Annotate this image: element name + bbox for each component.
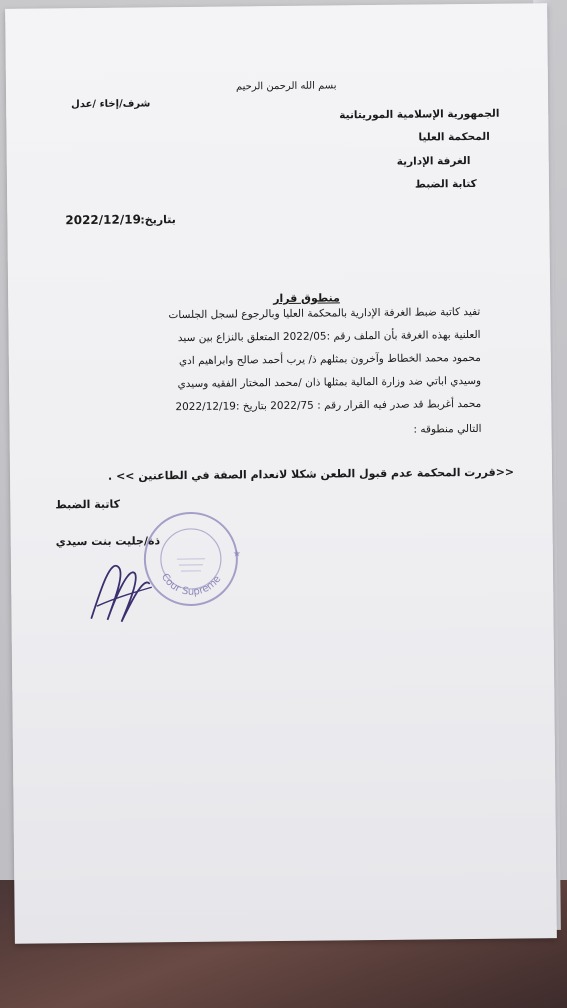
- verdict-text: <<قررت المحكمة عدم قبول الطعن شكلا لانعدام الصفة في الطاعنين >> .: [107, 465, 515, 483]
- registry-name: كتابة الضبط: [414, 177, 477, 191]
- court-name: المحكمة العليا: [418, 130, 490, 144]
- signatory-name: ذة/جليت بنت سيدي: [55, 534, 161, 549]
- body-line: محمد أغربط قد صدر فيه القرار رقم : 2022/75 بتاريخ :2022/12/19: [175, 397, 482, 414]
- date-label: بتاريخ:: [140, 213, 176, 227]
- body-line: وسيدي اباتي ضد وزارة المالية بمثلها ذان /محمد المختار الفقيه وسيدي: [177, 374, 482, 391]
- motto-reference: شرف/إخاء /عدل: [71, 98, 151, 111]
- svg-text:★: ★: [232, 549, 241, 560]
- document-page: [5, 3, 557, 944]
- country-name: الجمهورية الإسلامية الموريتانية: [339, 107, 500, 122]
- document-title: منطوق قرار: [273, 291, 340, 306]
- handwritten-signature: [81, 547, 162, 628]
- stamp-text: Cour Supreme: [158, 571, 224, 598]
- date-value: 2022/12/19: [65, 212, 141, 228]
- svg-text:Cour Supreme: [159, 571, 224, 598]
- chamber-name: الغرفة الإدارية: [396, 154, 471, 168]
- body-line: تفيد كاتبة ضبط الغرفة الإدارية بالمحكمة العليا وبالرجوع لسجل الجلسات: [168, 305, 481, 322]
- body-line: العلنية بهذه الغرفة بأن الملف رقم :2022/05 المتعلق بالنزاع بين سيد: [177, 328, 481, 345]
- body-line: محمود محمد الخطاط وآخرون بمثلهم ذ/ يرب أحمد صالح وابراهيم ادي: [178, 351, 481, 368]
- signatory-title: كاتبة الضبط: [55, 497, 121, 512]
- basmala: بسم الله الرحمن الرحيم: [235, 80, 337, 93]
- body-line: التالي منطوقه :: [413, 422, 482, 436]
